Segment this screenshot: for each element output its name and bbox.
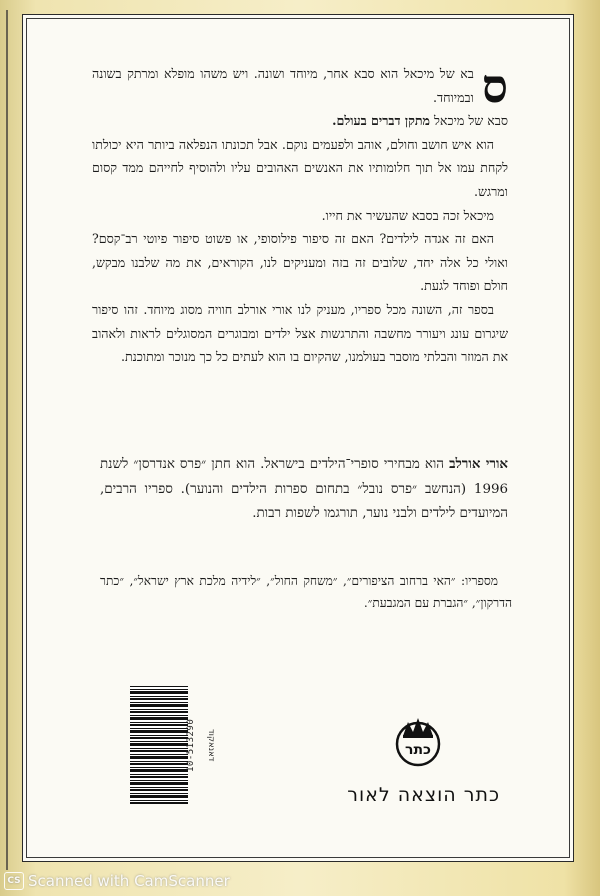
barcode-number: 10-513290 [186, 718, 196, 772]
barcode-label: דאנאקוד [206, 728, 216, 762]
author-name: אורי אורלב [449, 456, 508, 472]
watermark-text: Scanned with CamScanner [28, 872, 230, 890]
barcode-icon [130, 686, 188, 804]
blurb-paragraph-2-text: סבא של מיכאל [430, 113, 508, 129]
books-list [100, 570, 512, 614]
publisher-logo [395, 714, 441, 770]
author-paragraph [100, 452, 508, 527]
logo-text: כתר [405, 742, 431, 758]
spine-edge [6, 10, 8, 870]
blurb-paragraph-3: הוא איש חושב וחולם, אוהב ולפעמים נוקם. אבל תכונתו הנפלאה ביותר היא יכולתו לקחת עמו אל תוך חלומותיו את האנשים האהובים עליו ולהוסיף לחייהם ממד קסום ומרגש. [92, 136, 508, 199]
blurb-text [92, 59, 508, 369]
blurb-paragraph-2 [92, 109, 508, 133]
books-text: מספריו: ״האי ברחוב הציפורים״, ״משחק החול״, ״לידיה מלכת ארץ ישראל״, ״כתר הדרקון״, ״הגברת עם המגבעת״. [100, 574, 512, 610]
author-bio-text: הוא מבחירי סופרי־הילדים בישראל. הוא חתן ״פרס אנדרסן״ לשנת 1996 (הנחשב ״פרס נובל״ בתחום ספרות הילדים והנוער). ספריו הרבים, המיועדים לילדים ולבני נוער, תורגמו לשפות רבות. [100, 457, 508, 522]
blurb-paragraph-2-bold: מתקן דברים בעולם. [332, 113, 431, 129]
drop-cap: ס [481, 59, 508, 113]
camscanner-icon: CS [4, 872, 24, 890]
publisher-name: כתר הוצאה לאור [347, 784, 500, 806]
blurb-paragraph-6: בספר זה, השונה מכל ספריו, מעניק לנו אורי אורלב חוויה מסוג מיוחד. זהו סיפור שיגרום עונג ויעורר מחשבה והתרגשות אצל ילדים ומבוגרים המסוגלים לראות ולאהוב את המוזר והבלתי מוסבר בעולמנו, שהקיום בו הוא לעתים כל כך מנוכר ומתוכנת. [92, 301, 508, 365]
blurb-paragraph-5: האם זה אגדה לילדים? האם זה סיפור פילוסופי, או פשוט סיפור פיוטי רב־קסם? ואולי כל אלה יחד, שלובים זה בזה ומעניקים לנו, הקוראים, את מה שלבנו מבקש, חולם ופוחד לגעת. [92, 231, 508, 294]
author-bio [100, 452, 508, 527]
blurb-paragraph-1: בא של מיכאל הוא סבא אחר, מיוחד ושונה. ויש משהו מופלא ומרתק בשונה ובמיוחד. [92, 66, 474, 105]
scanner-watermark [4, 870, 230, 892]
blurb-paragraph-4: מיכאל זכה בסבא שהעשיר את חייו. [321, 207, 494, 223]
barcode-area [130, 686, 220, 808]
